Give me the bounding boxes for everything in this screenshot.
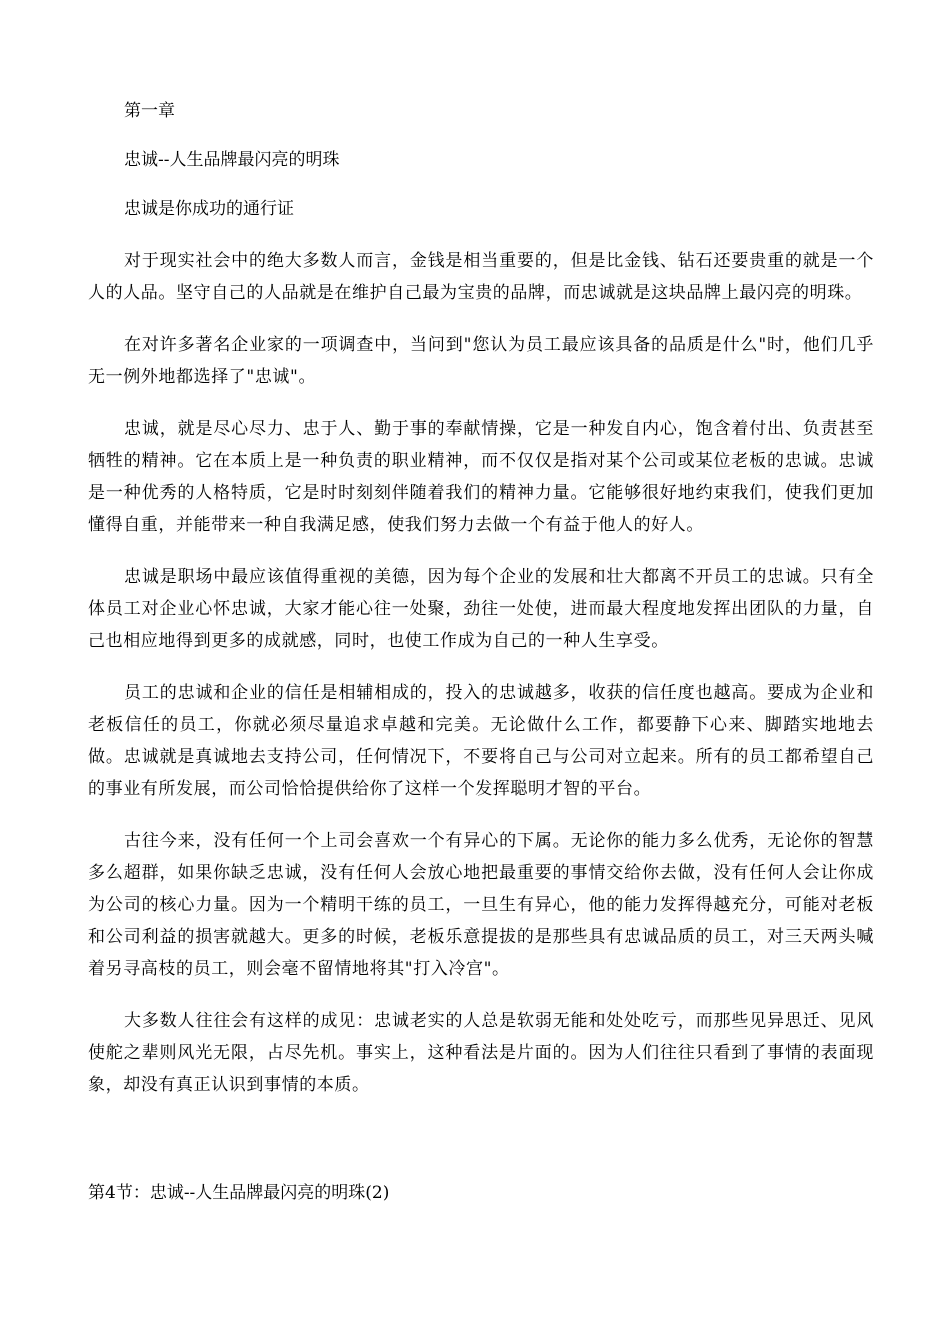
document-body xyxy=(88,98,874,1121)
paragraph: 在对许多著名企业家的一项调查中，当问到"您认为员工最应该具备的品质是什么"时，他们几乎无一例外地都选择了"忠诚"。 xyxy=(88,335,874,387)
paragraph: 古往今来，没有任何一个上司会喜欢一个有异心的下属。无论你的能力多么优秀，无论你的智慧多么超群，如果你缺乏忠诚，没有任何人会放心地把最重要的事情交给你去做，没有任何人会让你成为公司的核心力量。因为一个精明干练的员工，一旦生有异心，他的能力发挥得越充分，可能对老板和公司利益的损害就越大。更多的时候，老板乐意提拔的是那些具有忠诚品质的员工，对三天两头喊着另寻高枝的员工，则会毫不留情地将其"打入冷宫"。 xyxy=(88,831,874,979)
paragraph: 忠诚，就是尽心尽力、忠于人、勤于事的奉献情操，它是一种发自内心，饱含着付出、负责甚至牺牲的精神。它在本质上是一种负责的职业精神，而不仅仅是指对某个公司或某位老板的忠诚。忠诚是一种优秀的人格特质，它是时时刻刻伴随着我们的精神力量。它能够很好地约束我们，使我们更加懂得自重，并能带来一种自我满足感，使我们努力去做一个有益于他人的好人。 xyxy=(88,419,874,535)
paragraph: 忠诚是职场中最应该值得重视的美德，因为每个企业的发展和壮大都离不开员工的忠诚。只有全体员工对企业心怀忠诚，大家才能心往一处聚，劲往一处使，进而最大程度地发挥出团队的力量，自己也相应地得到更多的成就感，同时，也使工作成为自己的一种人生享受。 xyxy=(88,567,874,651)
paragraph: 员工的忠诚和企业的信任是相辅相成的，投入的忠诚越多，收获的信任度也越高。要成为企业和老板信任的员工，你就必须尽量追求卓越和完美。无论做什么工作，都要静下心来、脚踏实地地去做。忠诚就是真诚地去支持公司，任何情况下，不要将自己与公司对立起来。所有的员工都希望自己的事业有所发展，而公司恰恰提供给你了这样一个发挥聪明才智的平台。 xyxy=(88,683,874,799)
chapter-label: 第一章 xyxy=(124,101,175,121)
paragraph: 大多数人往往会有这样的成见：忠诚老实的人总是软弱无能和处处吃亏，而那些见异思迁、见风使舵之辈则风光无限，占尽先机。事实上，这种看法是片面的。因为人们往往只看到了事情的表面现象，却没有真正认识到事情的本质。 xyxy=(88,1011,874,1095)
section-title: 忠诚是你成功的通行证 xyxy=(124,199,294,219)
paragraph: 对于现实社会中的绝大多数人而言，金钱是相当重要的，但是比金钱、钻石还要贵重的就是一个人的人品。坚守自己的人品就是在维护自己最为宝贵的品牌，而忠诚就是这块品牌上最闪亮的明珠。 xyxy=(88,251,874,303)
chapter-title: 忠诚--人生品牌最闪亮的明珠 xyxy=(124,150,340,170)
next-section-heading: 第4节：忠诚--人生品牌最闪亮的明珠(2) xyxy=(88,1183,390,1203)
